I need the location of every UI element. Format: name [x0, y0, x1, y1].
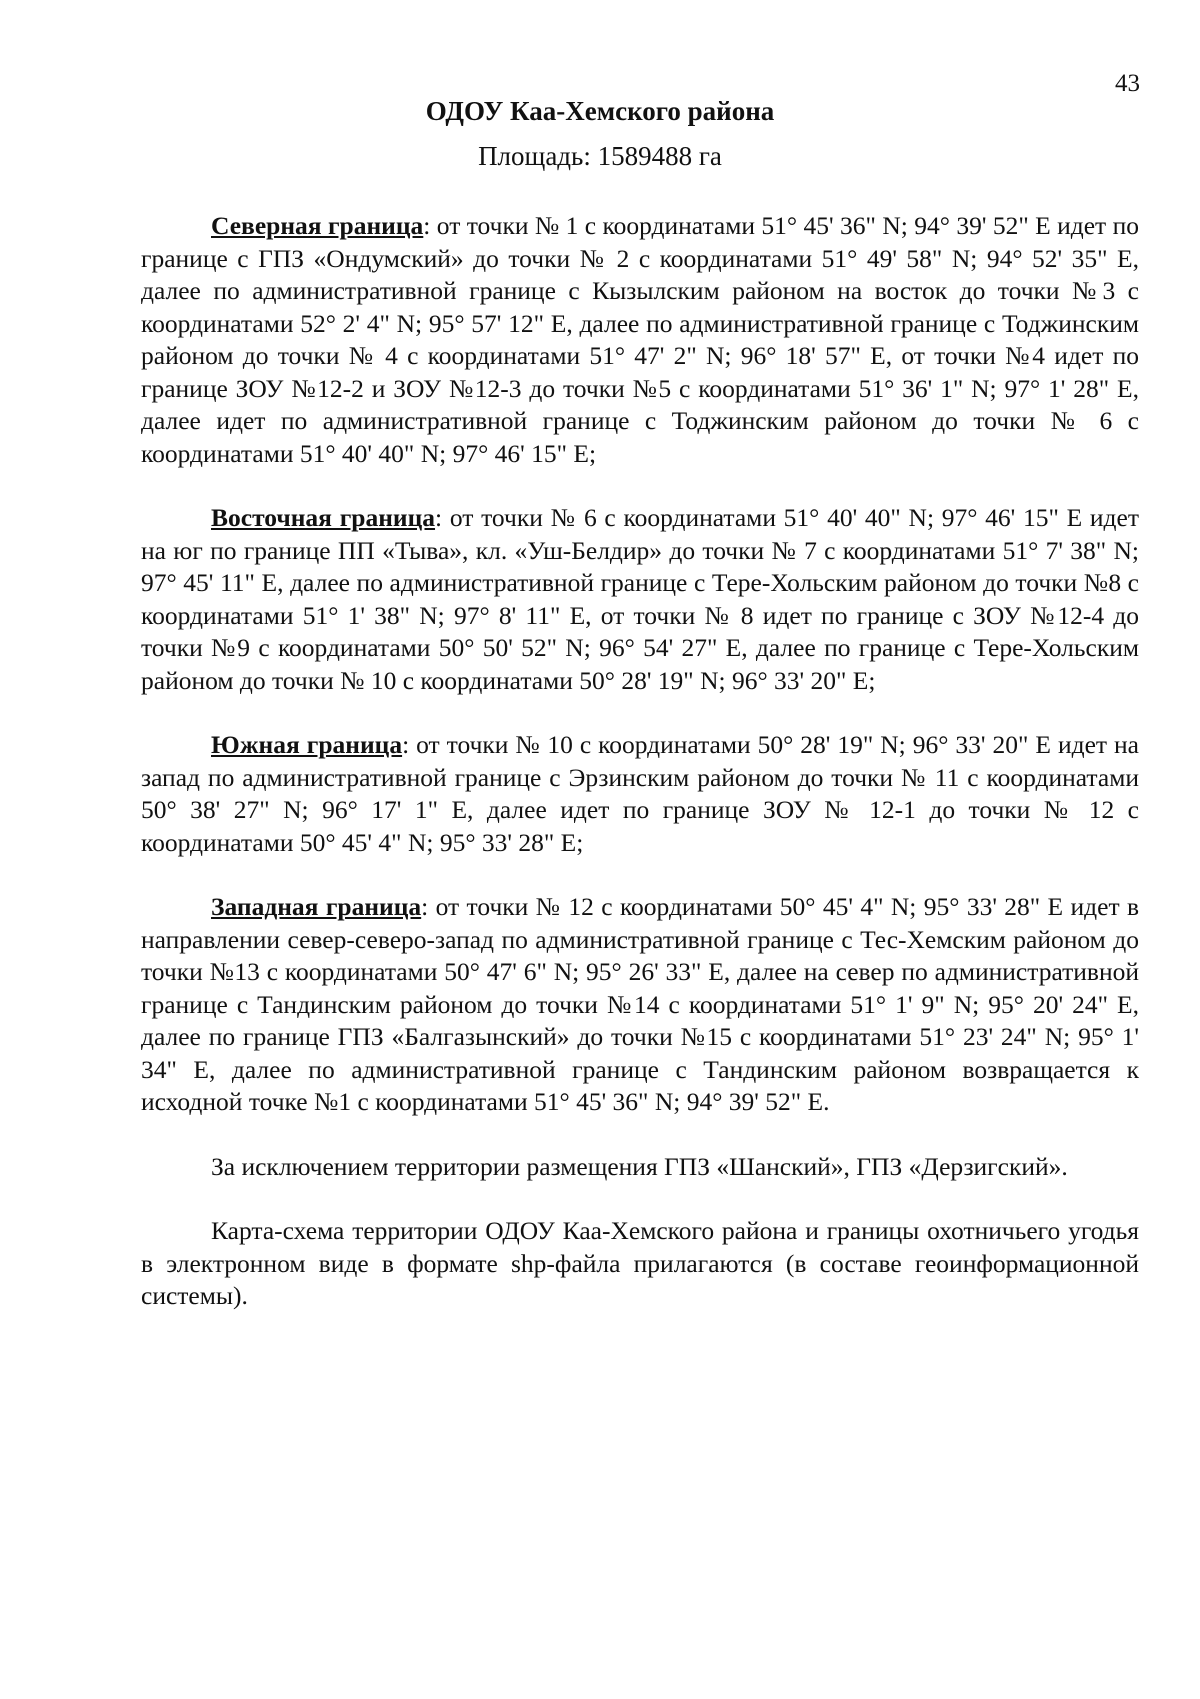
- west-boundary-text: : от точки № 12 с координатами 50° 45' 4" N; 95° 33' 28" E идет в направлении север-северо-запад по административной границе с Тес-Хемским районом до точки №13 с координатами 50° 47' 6" N; 95° 26' 33" E, далее на север по административной границе с Тандинским районом до точки №14 с координатами 51° 1' 9" N; 95° 20' 24" E, далее по границе ГПЗ «Балгазынский» до точки №15 с координатами 51° 23' 24" N; 95° 1' 34" E, далее по административной границе с Тандинским районом возвращается к исходной точке №1 с координатами 51° 45' 36" N; 94° 39' 52" E.: [141, 892, 1140, 1116]
- west-boundary-heading: Западная граница: [211, 892, 422, 921]
- south-boundary-text: : от точки № 10 с координатами 50° 28' 19" N; 96° 33' 20" E идет на запад по административной границе с Эрзинским районом до точки № 11 с координатами 50° 38' 27" N; 96° 17' 1" E, далее идет по границе ЗОУ № 12-1 до точки № 12 с координатами 50° 45' 4" N; 95° 33' 28" E;: [141, 730, 1139, 857]
- exclusion-paragraph: За исключением территории размещения ГПЗ «Шанский», ГПЗ «Дерзигский».: [211, 1151, 1068, 1181]
- north-boundary-text: : от точки № 1 с координатами 51° 45' 36" N; 94° 39' 52" E идет по границе с ГПЗ «Ондумский» до точки № 2 с координатами 51° 49' 58" N; 94° 52' 35" E, далее по административной границе с Кызылским районом на восток до точки №3 с координатами 52° 2' 4" N; 95° 57' 12" E, далее по административной границе с Тоджинским районом до точки № 4 с координатами 51° 47' 2" N; 96° 18' 57" E, от точки №4 идет по границе ЗОУ №12-2 и ЗОУ №12-3 до точки №5 с координатами 51° 36' 1" N; 97° 1' 28" E, далее идет по административной границе с Тоджинским районом до точки № 6 с координатами 51° 40' 40" N; 97° 46' 15" E;: [141, 211, 1139, 468]
- east-boundary-heading: Восточная граница: [211, 503, 436, 532]
- east-boundary-paragraph: [141, 502, 1139, 697]
- west-boundary-paragraph: [141, 891, 1139, 1119]
- south-boundary-heading: Южная граница: [211, 730, 403, 759]
- document-body: [141, 210, 1139, 1345]
- south-boundary-paragraph: [141, 729, 1139, 859]
- north-boundary-paragraph: [141, 210, 1139, 470]
- area-line: Площадь: 1589488 га: [478, 141, 722, 171]
- map-note-paragraph: Карта-схема территории ОДОУ Каа-Хемского района и границы охотничьего угодья в электронном виде в формате shp-файла прилагаются (в составе геоинформационной системы).: [141, 1216, 1139, 1310]
- north-boundary-heading: Северная граница: [211, 211, 424, 240]
- east-boundary-text: : от точки № 6 с координатами 51° 40' 40" N; 97° 46' 15" E идет на юг по границе ПП «Тыва», кл. «Уш-Белдир» до точки № 7 с координатами 51° 7' 38" N; 97° 45' 11" E, далее по административной границе с Тере-Хольским районом до точки №8 с координатами 51° 1' 38" N; 97° 8' 11" E, от точки № 8 идет по границе с ЗОУ №12-4 до точки №9 с координатами 50° 50' 52" N; 96° 54' 27" E, далее по границе с Тере-Хольским районом до точки № 10 с координатами 50° 28' 19" N; 96° 33' 20" E;: [141, 503, 1139, 695]
- document-title: ОДОУ Каа-Хемского района: [425, 96, 775, 126]
- page-number: 43: [1115, 70, 1140, 97]
